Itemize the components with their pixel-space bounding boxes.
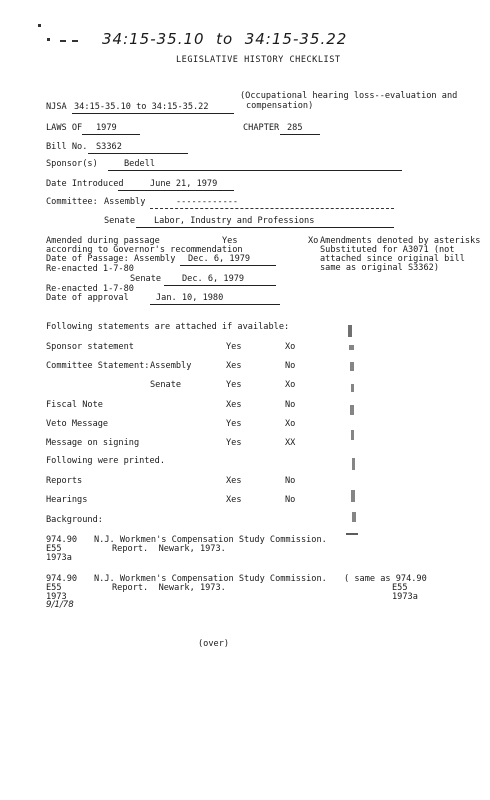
- background-2-call-3: 1973: [46, 592, 67, 602]
- chapter-underline: [280, 134, 320, 135]
- margin-mark: [38, 24, 41, 27]
- checklist-committee-assembly-yes: Xes: [226, 361, 242, 371]
- checklist-fiscal-note-yes: Xes: [226, 400, 242, 410]
- page-title: LEGISLATIVE HISTORY CHECKLIST: [176, 55, 341, 65]
- printed-reports-label: Reports: [46, 476, 83, 486]
- margin-annotation-mark: [349, 345, 354, 350]
- printed-hearings-no: No: [285, 495, 296, 505]
- printed-heading: Following were printed.: [46, 456, 165, 466]
- handwritten-statute-range: 34:15-35.10 to 34:15-35.22: [102, 30, 348, 48]
- checklist-committee-assembly-no: No: [285, 361, 296, 371]
- passage-reenacted-2: Re-enacted 1-7-80: [46, 284, 134, 294]
- footer-date: 9/1/78: [46, 600, 74, 610]
- date-introduced-value: June 21, 1979: [150, 179, 218, 189]
- same-as-line-3: 1973a: [392, 592, 418, 602]
- passage-assembly-value: Dec. 6, 1979: [188, 254, 251, 264]
- njsa-underline: [72, 113, 234, 114]
- margin-mark: [47, 38, 50, 41]
- background-label: Background:: [46, 515, 103, 525]
- sponsor-underline: [108, 170, 402, 171]
- amended-note-line4: same as original S3362): [320, 263, 439, 273]
- margin-annotation-mark: [351, 430, 354, 440]
- margin-annotation-mark: [350, 362, 354, 371]
- printed-hearings-label: Hearings: [46, 495, 88, 505]
- background-1-call-2: E55: [46, 544, 62, 554]
- date-introduced-label: Date Introduced: [46, 179, 124, 189]
- background-1-line-1: N.J. Workmen's Compensation Study Commission.: [94, 535, 327, 545]
- laws-of-value: 1979: [96, 123, 117, 133]
- checklist-veto-label: Veto Message: [46, 419, 109, 429]
- checklist-signing-yes: Yes: [226, 438, 242, 448]
- printed-hearings-yes: Xes: [226, 495, 242, 505]
- sponsor-value: Bedell: [124, 159, 156, 169]
- statements-heading: Following statements are attached if available:: [46, 322, 290, 332]
- amended-yes: Yes: [222, 236, 238, 246]
- laws-of-label: LAWS OF: [46, 123, 83, 133]
- checklist-sponsor-yes: Yes: [226, 342, 242, 352]
- date-introduced-underline: [118, 190, 234, 191]
- same-as-line-1: ( same as 974.90: [344, 574, 427, 584]
- margin-mark: [60, 40, 66, 42]
- njsa-label: NJSA: [46, 102, 67, 112]
- njsa-value: 34:15-35.10 to 34:15-35.22: [74, 102, 209, 112]
- margin-annotation-mark: [351, 490, 355, 502]
- chapter-label: CHAPTER: [243, 123, 280, 133]
- checklist-fiscal-note-no: No: [285, 400, 296, 410]
- same-as-line-2: E55: [392, 583, 408, 593]
- committee-senate-underline: [136, 227, 394, 228]
- bill-no-value: S3362: [96, 142, 122, 152]
- checklist-committee-label: Committee Statement:: [46, 361, 150, 371]
- committee-assembly-underline: [150, 208, 394, 209]
- checklist-committee-senate-no: Xo: [285, 380, 296, 390]
- printed-reports-yes: Xes: [226, 476, 242, 486]
- committee-label: Committee:: [46, 197, 98, 207]
- chapter-value: 285: [287, 123, 303, 133]
- checklist-veto-no: Xo: [285, 419, 296, 429]
- printed-reports-no: No: [285, 476, 296, 486]
- margin-annotation-mark: [352, 512, 356, 522]
- background-1-call-1: 974.90: [46, 535, 78, 545]
- background-1-call-3: 1973a: [46, 553, 72, 563]
- amended-label: Amended during passage: [46, 236, 160, 246]
- bill-no-label: Bill No.: [46, 142, 88, 152]
- sponsor-label: Sponsor(s): [46, 159, 98, 169]
- checklist-committee-senate-yes: Yes: [226, 380, 242, 390]
- over-note: (over): [198, 639, 230, 649]
- amended-note-line3: attached since original bill: [320, 254, 465, 264]
- checklist-signing-label: Message on signing: [46, 438, 140, 448]
- amended-note-line1: Amendments denoted by asterisks: [320, 236, 481, 246]
- checklist-committee-senate: Senate: [150, 380, 182, 390]
- bill-no-underline: [88, 153, 188, 154]
- passage-recommendation: according to Governor's recommendation: [46, 245, 243, 255]
- background-2-line-2: Report. Newark, 1973.: [112, 583, 226, 593]
- approval-underline: [150, 304, 280, 305]
- committee-senate-value: Labor, Industry and Professions: [154, 216, 315, 226]
- passage-date-label: Date of Passage:: [46, 254, 129, 264]
- checklist-committee-assembly: Assembly: [150, 361, 192, 371]
- passage-reenacted-1: Re-enacted 1-7-80: [46, 264, 134, 274]
- approval-label: Date of approval: [46, 293, 129, 303]
- checklist-sponsor-label: Sponsor statement: [46, 342, 134, 352]
- background-2-call-2: E55: [46, 583, 62, 593]
- checklist-veto-yes: Yes: [226, 419, 242, 429]
- margin-mark: [72, 40, 78, 42]
- margin-annotation-mark: [350, 405, 354, 415]
- checklist-sponsor-no: Xo: [285, 342, 296, 352]
- passage-senate-value: Dec. 6, 1979: [182, 274, 245, 284]
- background-2-line-1: N.J. Workmen's Compensation Study Commission.: [94, 574, 327, 584]
- njsa-description-line2: compensation): [246, 101, 314, 111]
- committee-assembly-value: ------------: [176, 197, 239, 207]
- passage-senate-label: Senate: [130, 274, 162, 284]
- laws-of-underline: [82, 134, 140, 135]
- margin-annotation-mark: [352, 458, 355, 470]
- approval-value: Jan. 10, 1980: [156, 293, 224, 303]
- margin-annotation-mark: [348, 325, 352, 337]
- margin-annotation-mark: [351, 384, 354, 392]
- passage-senate-underline: [164, 285, 276, 286]
- amended-no: Xo: [308, 236, 319, 246]
- committee-assembly-label: Assembly: [104, 197, 146, 207]
- background-1-line-2: Report. Newark, 1973.: [112, 544, 226, 554]
- margin-annotation-mark: [346, 533, 358, 535]
- passage-assembly-label: Assembly: [134, 254, 176, 264]
- committee-senate-label: Senate: [104, 216, 136, 226]
- checklist-signing-no: XX: [285, 438, 296, 448]
- njsa-description-line1: (Occupational hearing loss--evaluation and: [240, 91, 458, 101]
- checklist-fiscal-note-label: Fiscal Note: [46, 400, 103, 410]
- amended-note-line2: Substituted for A3071 (not: [320, 245, 455, 255]
- background-2-call-1: 974.90: [46, 574, 78, 584]
- passage-assembly-underline: [180, 265, 276, 266]
